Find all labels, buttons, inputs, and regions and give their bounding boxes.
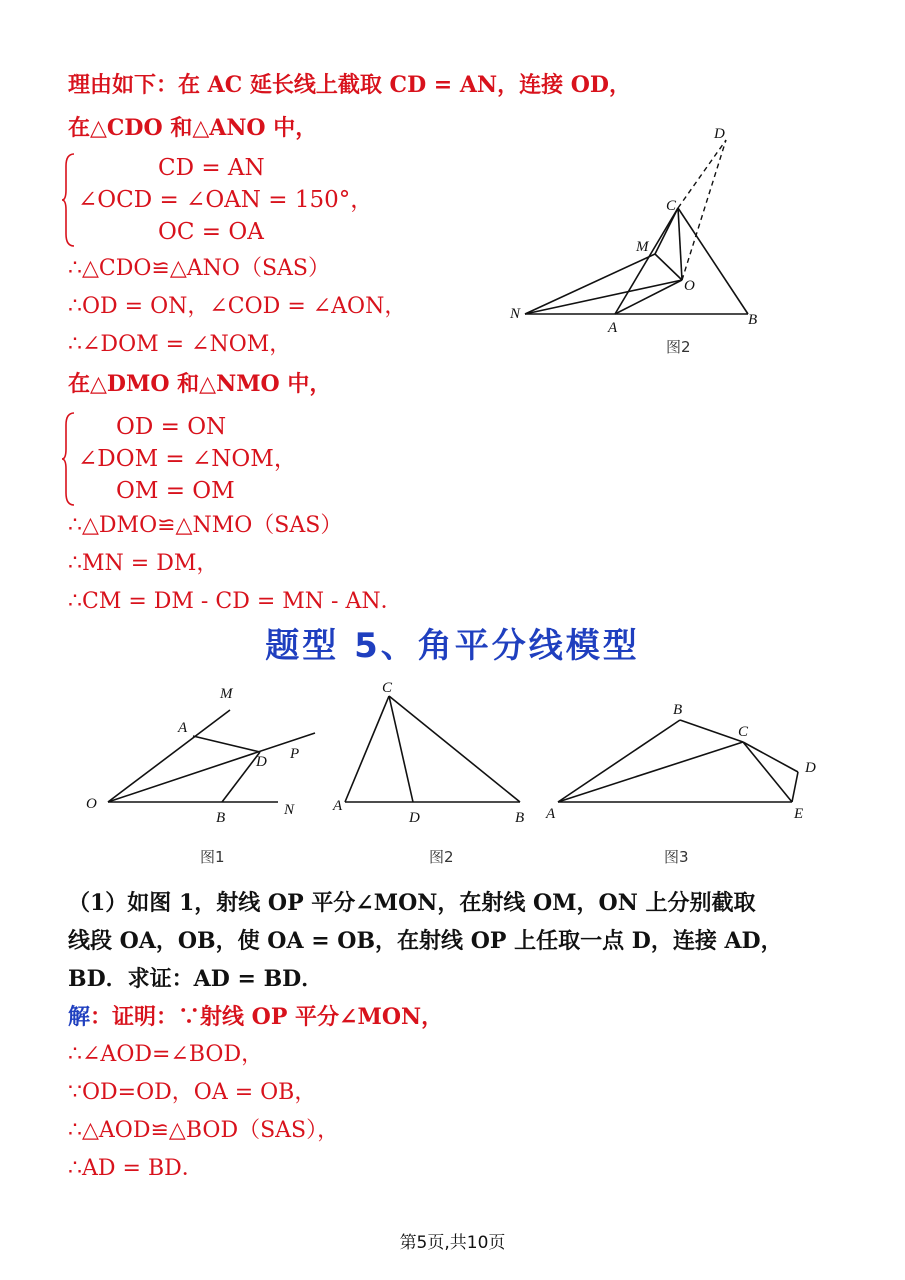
proof-line-6: 在△DMO 和△NMO 中， [68, 371, 332, 397]
label-A: A [546, 806, 556, 822]
equation-system-2 [62, 411, 422, 507]
proof-line-2: 在△CDO 和△ANO 中， [68, 115, 318, 141]
figure-1 [80, 680, 330, 870]
sys1-row-3: OC = OA [158, 219, 264, 245]
question-line-3: BD．求证：AD = BD． [68, 966, 324, 992]
question-line-1: （1）如图 1，射线 OP 平分∠MON，在射线 OM，ON 上分别截取 [68, 890, 756, 916]
label-A: A [178, 720, 188, 736]
label-B: B [515, 810, 525, 826]
label-P: P [290, 746, 300, 762]
question-line-2: 线段 OA，OB，使 OA = OB，在射线 OP 上任取一点 D，连接 AD， [68, 928, 783, 954]
figure-caption: 图2 [429, 848, 454, 866]
label-O: O [86, 796, 97, 812]
solution-line-1 [68, 1002, 443, 1032]
proof-line-8: ∴MN = DM， [68, 551, 219, 576]
label-N: N [284, 802, 295, 818]
solution-line-4: ∴△AOD≌△BOD（SAS）， [68, 1118, 340, 1143]
figure-3 [540, 690, 840, 870]
proof-line-1: 理由如下：在 AC 延长线上截取 CD = AN，连接 OD， [68, 72, 631, 98]
label-O: O [684, 278, 695, 294]
page-number: 第5页,共10页 [399, 1233, 506, 1253]
figure-caption: 图3 [664, 848, 689, 866]
figure-caption: 图1 [200, 848, 225, 866]
label-A: A [608, 320, 618, 336]
label-C: C [382, 680, 393, 696]
equation-system-1 [62, 152, 422, 248]
solution-line-2: ∴∠AOD=∠BOD， [68, 1042, 264, 1067]
label-B: B [748, 312, 758, 328]
label-C: C [738, 724, 749, 740]
solution-line-3: ∵OD=OD，OA = OB， [68, 1080, 317, 1105]
figure-top-triangle [500, 120, 780, 360]
label-A: A [333, 798, 343, 814]
solution-text-1: ：证明：∵射线 OP 平分∠MON， [90, 1004, 444, 1030]
brace-icon [62, 152, 76, 248]
label-E: E [794, 806, 804, 822]
label-D: D [409, 810, 420, 826]
label-D: D [805, 760, 816, 776]
section-title: 题型 5、角平分线模型 [265, 626, 640, 666]
sys1-row-2: ∠OCD = ∠OAN = 150°， [78, 187, 374, 213]
sys2-row-2: ∠DOM = ∠NOM， [78, 446, 297, 472]
proof-line-4: ∴OD = ON，∠COD = ∠AON， [68, 294, 407, 319]
label-N: N [510, 306, 521, 322]
label-D: D [714, 126, 725, 142]
proof-line-7: ∴△DMO≌△NMO（SAS） [68, 513, 343, 538]
brace-icon [62, 411, 76, 507]
label-D: D [256, 754, 267, 770]
figure-caption: 图2 [666, 338, 691, 356]
sys2-row-1: OD = ON [116, 414, 227, 440]
solution-line-5: ∴AD = BD． [68, 1156, 204, 1181]
label-B: B [216, 810, 226, 826]
figure-2 [325, 676, 535, 870]
label-M: M [220, 686, 233, 702]
proof-line-3: ∴△CDO≌△ANO（SAS） [68, 256, 330, 281]
label-B: B [673, 702, 683, 718]
proof-line-9: ∴CM = DM - CD = MN - AN． [68, 589, 403, 614]
label-M: M [636, 239, 649, 255]
sys1-row-1: CD = AN [158, 155, 265, 181]
solution-label: 解 [68, 1004, 91, 1030]
sys2-row-3: OM = OM [116, 478, 235, 504]
proof-line-5: ∴∠DOM = ∠NOM， [68, 332, 292, 357]
label-C: C [666, 198, 677, 214]
